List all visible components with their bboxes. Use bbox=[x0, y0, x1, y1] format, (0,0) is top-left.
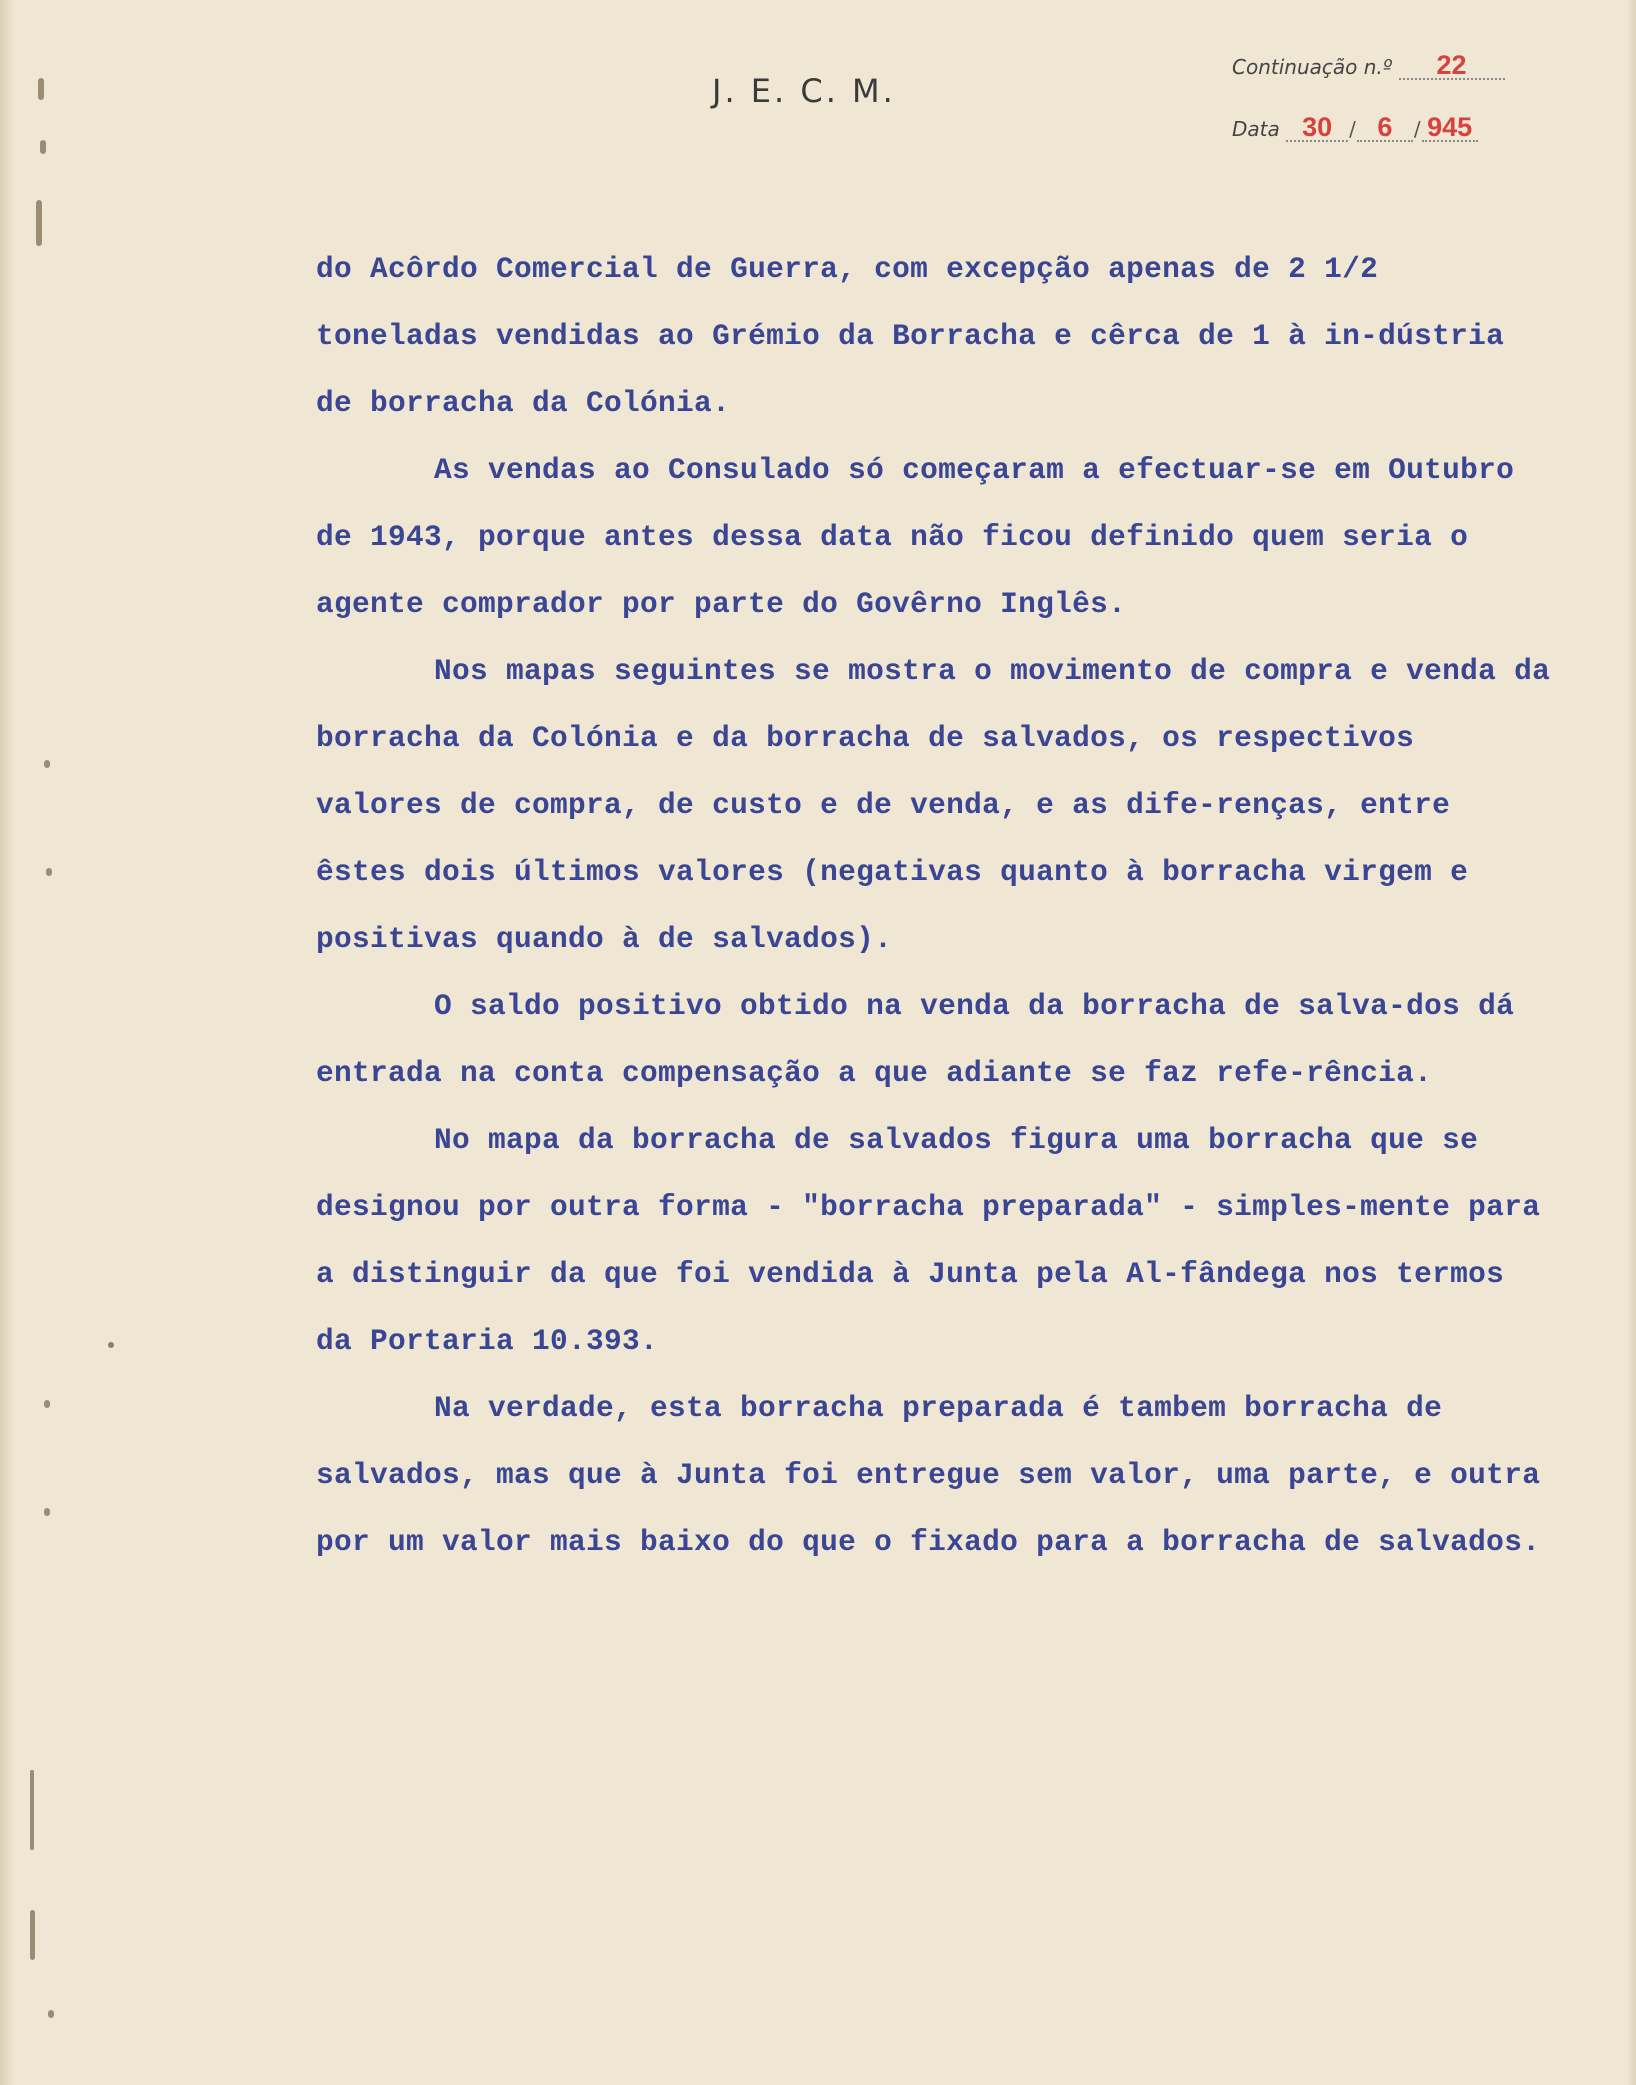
binding-mark bbox=[46, 868, 52, 876]
binding-mark bbox=[44, 1508, 50, 1516]
continuation-line bbox=[1232, 52, 1505, 80]
paper-spot bbox=[108, 1342, 114, 1348]
document-body bbox=[316, 236, 1556, 1576]
paragraph-5: No mapa da borracha de salvados figura uma borracha que se designou por outra forma - "borracha preparada" - simples-mente para a distinguir da que foi vendida à Junta pela Al-fândega nos termos da Portaria 10.393. bbox=[316, 1123, 1541, 1358]
date-year: 945 bbox=[1422, 114, 1478, 142]
binding-mark bbox=[30, 1910, 35, 1960]
paragraph-6: Na verdade, esta borracha preparada é tambem borracha de salvados, mas que à Junta foi entregue sem valor, uma parte, e outra por um valor mais baixo do que o fixado para a borracha de salvados. bbox=[316, 1391, 1541, 1559]
paragraph-4: O saldo positivo obtido na venda da borracha de salva-dos dá entrada na conta compensação a que adiante se faz refe-rência. bbox=[316, 989, 1515, 1090]
letterhead-title: J. E. C. M. bbox=[712, 72, 896, 110]
date-line: Data 30 / 6 / 945 bbox=[1232, 114, 1478, 142]
paragraph-2: As vendas ao Consulado só começaram a efectuar-se em Outubro de 1943, porque antes dessa data não ficou definido quem seria o agente comprador por parte do Govêrno Inglês. bbox=[316, 453, 1515, 621]
binding-mark bbox=[38, 78, 44, 100]
paragraph-3: Nos mapas seguintes se mostra o movimento de compra e venda da borracha da Colónia e da borracha de salvados, os respectivos valores de compra, de custo e de venda, e as dife-renças, entre êstes dois últimos valores (negativas quanto à borracha virgem e positivas quando à de salvados). bbox=[316, 654, 1551, 956]
date-month: 6 bbox=[1357, 114, 1413, 142]
binding-mark bbox=[48, 2010, 54, 2018]
binding-mark bbox=[44, 760, 50, 768]
binding-mark bbox=[30, 1770, 34, 1850]
binding-mark bbox=[44, 1400, 50, 1408]
binding-mark bbox=[36, 200, 42, 246]
continuation-number: 22 bbox=[1399, 52, 1505, 80]
binding-mark bbox=[40, 140, 46, 154]
date-day: 30 bbox=[1286, 114, 1348, 142]
continuation-label: Continuação n.º bbox=[1232, 55, 1393, 79]
date-label: Data bbox=[1232, 117, 1280, 141]
paragraph-1: do Acôrdo Comercial de Guerra, com excepção apenas de 2 1/2 toneladas vendidas ao Grémio da Borracha e cêrca de 1 à in-dústria de borracha da Colónia. bbox=[316, 252, 1505, 420]
